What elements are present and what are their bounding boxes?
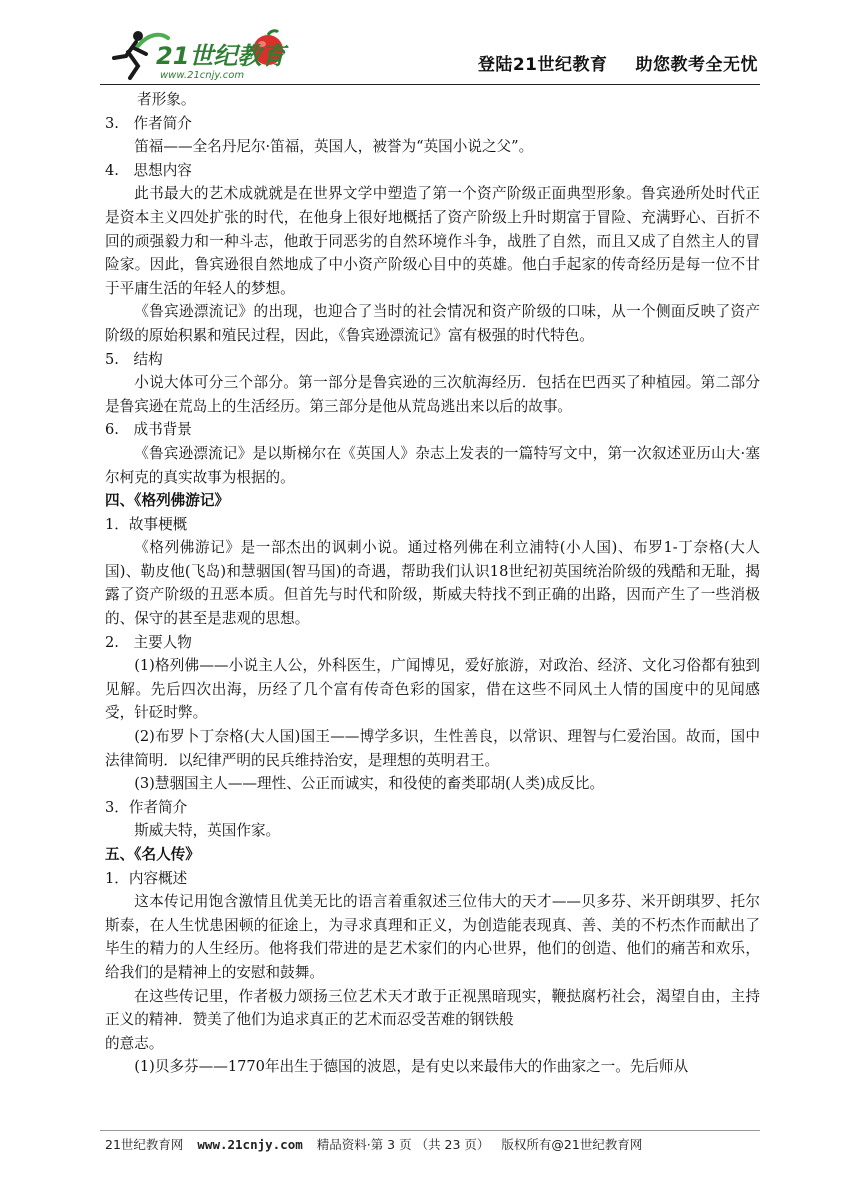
slogan-right: 助您教考全无忧 [635, 55, 758, 75]
subsection-heading: 3. 作者简介 [105, 114, 192, 132]
section-heading: 四、《格列佛游记》 [105, 492, 230, 510]
paragraph: (3)慧骃国主人——理性、公正而诚实，和役使的畜类耶胡(人类)成反比。 [134, 775, 605, 793]
paragraph: 在这些传记里，作者极力颂扬三位艺术天才敢于正视黑暗现实，鞭挞腐朽社会，渴望自由，主持正义的精神．赞美了他们为追求真正的艺术而忍受苦难的钢铁般 [105, 987, 760, 1029]
footer-left: 21世纪教育网 [105, 1137, 184, 1152]
paragraph: 《格列佛游记》是一部杰出的讽刺小说。通过格列佛在利立浦特(小人国)、布罗1-丁奈格(大人国)、勒皮他(飞岛)和慧骃国(智马国)的奇遇，帮助我们认识18世纪初英国统治阶级的残酷和无耻，揭露了资产阶级的丑恶本质。但首先与时代和阶级，斯威夫特找不到正确的出路，因而产生了一些消极的、保守的甚至是悲观的思想。 [105, 539, 760, 628]
logo-21cnjy[interactable] [108, 28, 308, 82]
paragraph: (2)布罗卜丁奈格(大人国)国王——博学多识，生性善良，以常识、理智与仁爱治国。故而，国中法律简明．以纪律严明的民兵维持治安，是理想的英明君王。 [105, 728, 760, 769]
subsection-heading: 4. 思想内容 [105, 161, 192, 179]
page-footer [105, 1135, 760, 1153]
section-heading: 五、《名人传》 [105, 846, 200, 863]
subsection-heading: 1．内容概述 [105, 869, 188, 887]
paragraph: (1)格列佛——小说主人公，外科医生，广闻博见，爱好旅游，对政治、经济、文化习俗都有独到见解。先后四次出海，历经了几个富有传奇色彩的国家，借在这些不同风土人情的国度中的见闻感受，针砭时弊。 [105, 657, 760, 722]
header-divider [100, 84, 760, 85]
slogan-left: 登陆21世纪教育 [477, 55, 608, 75]
subsection-heading: 1．故事梗概 [105, 515, 188, 533]
paragraph: 笛福——全名丹尼尔·笛福，英国人，被誉为“英国小说之父”。 [134, 138, 534, 156]
subsection-heading: 的意志。 [105, 1034, 164, 1052]
paragraph: 《鲁宾逊漂流记》是以斯梯尔在《英国人》杂志上发表的一篇特写文中，第一次叙述亚历山大·塞尔柯克的真实故事为根据的。 [105, 444, 760, 486]
subsection-heading: 2. 主要人物 [105, 633, 192, 651]
subsection-heading: 6. 成书背景 [105, 421, 192, 439]
paragraph: 小说大体可分三个部分。第一部分是鲁宾逊的三次航海经历．包括在巴西买了种植园。第二部分是鲁宾逊在荒岛上的生活经历。第三部分是他从荒岛逃出来以后的故事。 [105, 374, 760, 415]
paragraph: (1)贝多芬——1770年出生于德国的波恩，是有史以来最伟大的作曲家之一。先后师从 [134, 1058, 689, 1076]
footer-divider [100, 1130, 760, 1131]
paragraph: 这本传记用饱含激情且优美无比的语言着重叙述三位伟大的天才——贝多芬、米开朗琪罗、托尔斯泰，在人生忧患困顿的征途上，为寻求真理和正义，为创造能表现真、善、美的不朽杰作而献出了毕生的精力的人生经历。他将我们带进的是艺术家们的内心世界，他们的创造、他们的痛苦和欢乐，给我们的是精神上的安慰和鼓舞。 [105, 893, 760, 981]
header-slogan [478, 50, 758, 75]
document-body [105, 88, 760, 1079]
subsection-heading: 5. 结构 [105, 350, 163, 368]
footer-page-info: 精品资料·第 3 页 （共 23 页） [316, 1137, 490, 1152]
footer-copyright: 版权所有@21世纪教育网 [501, 1137, 643, 1152]
paragraph: 《鲁宾逊漂流记》的出现，也迎合了当时的社会情况和资产阶级的口味，从一个侧面反映了资产阶级的原始积累和殖民过程，因此，《鲁宾逊漂流记》富有极强的时代特色。 [105, 303, 760, 344]
footer-site-link[interactable]: www.21cnjy.com [197, 1137, 303, 1152]
subsection-heading: 3．作者简介 [105, 798, 188, 816]
paragraph: 斯威夫特，英国作家。 [134, 822, 281, 840]
paragraph: 此书最大的艺术成就就是在世界文学中塑造了第一个资产阶级正面典型形象。鲁宾逊所处时代正是资本主义四处扩张的时代，在他身上很好地概括了资产阶级上升时期富于冒险、充满野心、百折不回的顽强毅力和一种斗志，他敢于同恶劣的自然环境作斗争，战胜了自然，而且又成了自然主人的冒险家。因此，鲁宾逊很自然地成了中小资产阶级心目中的英雄。他白手起家的传奇经历是每一位不甘于平庸生活的年轻人的梦想。 [105, 185, 760, 297]
paragraph: 者形象。 [137, 91, 196, 108]
logo-text: 21世纪教育 [156, 42, 286, 70]
page-header [100, 22, 760, 84]
logo-url: www.21cnjy.com [160, 70, 245, 81]
